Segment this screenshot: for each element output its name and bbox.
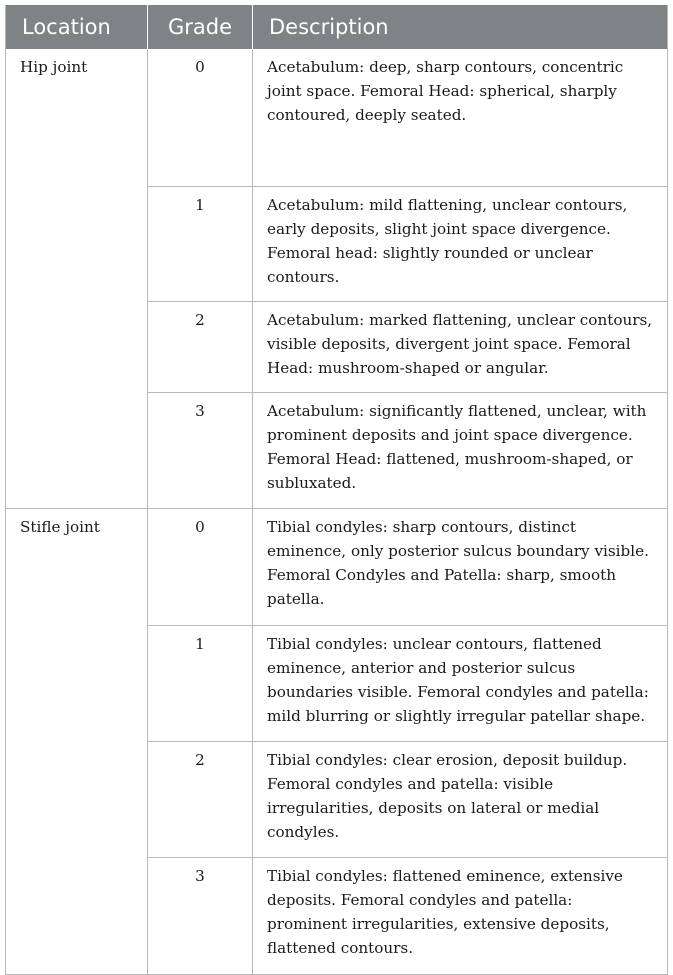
location-cell-stifle: Stifle joint xyxy=(6,508,148,974)
column-header-description: Description xyxy=(253,5,668,49)
table-header-row xyxy=(6,5,668,49)
table-row xyxy=(6,508,668,625)
grade-cell: 0 xyxy=(148,508,253,625)
description-cell: Tibial condyles: flattened eminence, extensive deposits. Femoral condyles and patella: prominent irregularities, extensive deposits, flattened contours. xyxy=(253,857,668,974)
table-row xyxy=(6,49,668,186)
description-cell: Tibial condyles: sharp contours, distinct eminence, only posterior sulcus boundary visible. Femoral Condyles and Patella: sharp, smooth patella. xyxy=(253,508,668,625)
description-cell: Acetabulum: mild flattening, unclear contours, early deposits, slight joint space divergence. Femoral head: slightly rounded or unclear contours. xyxy=(253,186,668,301)
grade-cell: 1 xyxy=(148,186,253,301)
description-cell: Tibial condyles: unclear contours, flattened eminence, anterior and posterior sulcus boundaries visible. Femoral condyles and patella: mild blurring or slightly irregular patellar shape. xyxy=(253,625,668,741)
grade-cell: 3 xyxy=(148,392,253,508)
column-header-location: Location xyxy=(6,5,148,49)
description-cell: Acetabulum: significantly flattened, unclear, with prominent deposits and joint space divergence. Femoral Head: flattened, mushroom-shaped, or subluxated. xyxy=(253,392,668,508)
grade-cell: 2 xyxy=(148,301,253,392)
column-header-grade: Grade xyxy=(148,5,253,49)
grade-cell: 0 xyxy=(148,49,253,186)
grade-cell: 2 xyxy=(148,741,253,857)
description-cell: Tibial condyles: clear erosion, deposit buildup. Femoral condyles and patella: visible irregularities, deposits on lateral or medial condyles. xyxy=(253,741,668,857)
location-cell-hip: Hip joint xyxy=(6,49,148,508)
grading-table xyxy=(5,5,668,975)
grade-cell: 3 xyxy=(148,857,253,974)
grade-cell: 1 xyxy=(148,625,253,741)
description-cell: Acetabulum: marked flattening, unclear contours, visible deposits, divergent joint space. Femoral Head: mushroom-shaped or angular. xyxy=(253,301,668,392)
description-cell: Acetabulum: deep, sharp contours, concentric joint space. Femoral Head: spherical, sharply contoured, deeply seated. xyxy=(253,49,668,186)
